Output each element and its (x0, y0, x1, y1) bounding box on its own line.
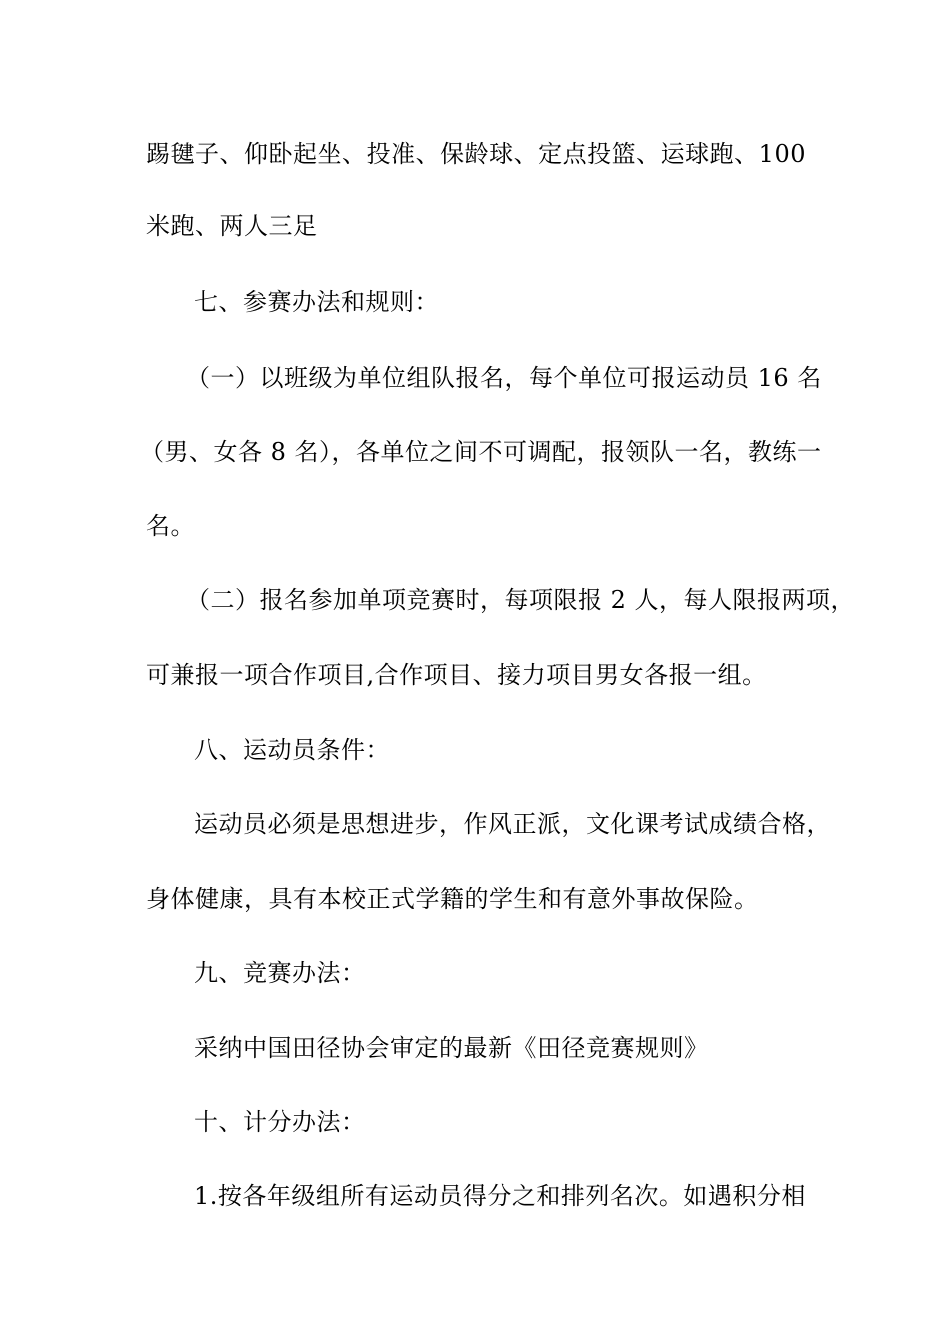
text-line-6: 名。 (146, 512, 195, 540)
text-line-15: 1.按各年级组所有运动员得分之和排列名次。如遇积分相 (194, 1182, 806, 1210)
section-heading-8: 八、运动员条件： (194, 736, 390, 764)
text-line-5: （男、女各 8 名），各单位之间不可调配，报领队一名，教练一 (140, 438, 822, 466)
text-line-13: 采纳中国田径协会审定的最新《田径竞赛规则》 (194, 1034, 709, 1062)
section-heading-10: 十、计分办法： (194, 1108, 366, 1136)
text-line-10: 运动员必须是思想进步，作风正派，文化课考试成绩合格， (194, 810, 831, 838)
text-line-4: （一）以班级为单位组队报名，每个单位可报运动员 16 名 (186, 364, 822, 392)
text-line-8: 可兼报一项合作项目,合作项目、接力项目男女各报一组。 (146, 661, 767, 689)
text-line-11: 身体健康，具有本校正式学籍的学生和有意外事故保险。 (146, 885, 759, 913)
text-line-2: 米跑、两人三足 (146, 212, 318, 240)
text-line-7: （二）报名参加单项竞赛时，每项限报 2 人，每人限报两项， (186, 586, 856, 614)
text-line-1: 踢毽子、仰卧起坐、投准、保龄球、定点投篮、运球跑、100 (146, 140, 806, 168)
section-heading-7: 七、参赛办法和规则： (194, 288, 439, 316)
section-heading-9: 九、竞赛办法： (194, 959, 366, 987)
